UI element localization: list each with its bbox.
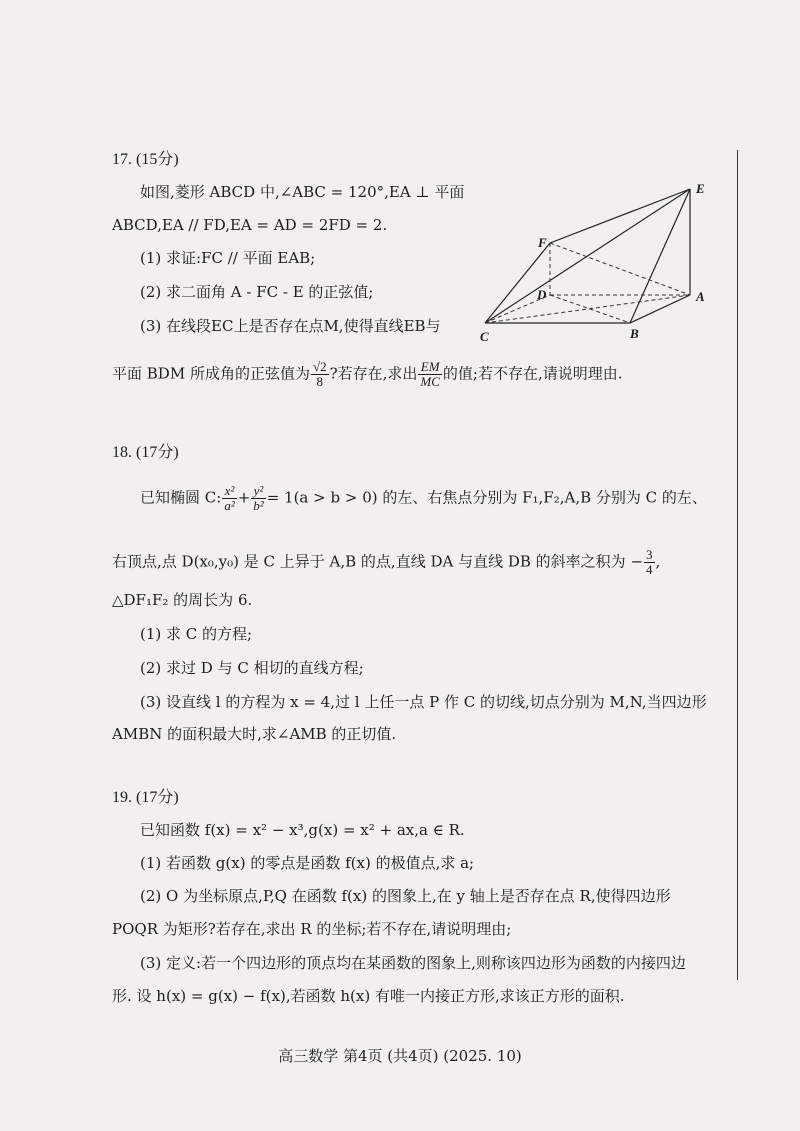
page-footer: 高三数学 第4页 (共4页) (2025. 10): [278, 1047, 522, 1065]
q17-part1: (1) 求证:FC // 平面 EAB;: [140, 249, 316, 267]
q17-stem-line1: 如图,菱形 ABCD 中,∠ABC = 120°,EA ⊥ 平面: [140, 183, 465, 201]
geometry-figure: [470, 175, 720, 350]
q19-header: 19. (17分): [112, 789, 179, 806]
q18-part3-continued: AMBN 的面积最大时,求∠AMB 的正切值.: [112, 725, 397, 743]
label-b: B: [630, 326, 639, 341]
q19-part1: (1) 若函数 g(x) 的零点是函数 f(x) 的极值点,求 a;: [140, 854, 475, 872]
label-c: C: [480, 329, 489, 344]
q19-part3-continued: 形. 设 h(x) = g(x) − f(x),若函数 h(x) 有唯一内接正方形,求该正方形的面积.: [112, 987, 625, 1005]
label-e: E: [696, 181, 705, 196]
q18-header: 18. (17分): [112, 444, 179, 461]
margin-rule: [737, 150, 738, 980]
q17-part3: (3) 在线段EC上是否存在点M,使得直线EB与: [140, 317, 441, 335]
q18-part1: (1) 求 C 的方程;: [140, 625, 253, 643]
sqrt2-over-8-fraction: $\frac{√2}{8}$: [312, 359, 327, 389]
x2-over-a2-fraction: $\frac{\text{x²}}{\text{a²}}$: [224, 483, 235, 513]
three-quarters-fraction: $\frac{3}{4}$: [646, 547, 653, 577]
edge-cf: [485, 243, 550, 323]
q19-part3: (3) 定义:若一个四边形的顶点均在某函数的图象上,则称该四边形为函数的内接四边: [140, 954, 686, 972]
q18-stem-line1: 已知椭圆 C: $\frac{\text{x²}}{\text{a²}}$ + $\frac{\text{y²}}{\text{b²}}$ = 1(a > b > 0) 的左、右焦点分别为 F₁,F₂,A,B 分别为 C 的左、: [140, 483, 707, 513]
q17-part3-continued: 平面 BDM 所成角的正弦值为 $\frac{√2}{8}$ ?若存在,求出 $\frac{EM}{MC}$ 的值;若不存在,请说明理由.: [112, 359, 623, 389]
edge-ce: [485, 189, 690, 323]
q17-stem-line2: ABCD,EA // FD,EA = AD = 2FD = 2.: [112, 216, 388, 234]
q17-header: 17. (15分): [112, 151, 179, 168]
q18-stem-line3: △DF₁F₂ 的周长为 6.: [112, 591, 253, 609]
y2-over-b2-fraction: $\frac{\text{y²}}{\text{b²}}$: [253, 483, 264, 513]
q18-part3: (3) 设直线 l 的方程为 x = 4,过 l 上任一点 P 作 C 的切线,切点分别为 M,N,当四边形: [140, 693, 707, 711]
q19-part2-continued: POQR 为矩形?若存在,求出 R 的坐标;若不存在,请说明理由;: [112, 920, 512, 938]
label-f: F: [538, 235, 547, 250]
edge-fa: [550, 243, 690, 295]
q18-stem-line2: 右顶点,点 D(x₀,y₀) 是 C 上异于 A,B 的点,直线 DA 与直线 DB 的斜率之积为 − $\frac{3}{4}$ ,: [112, 547, 661, 577]
label-a: A: [696, 289, 705, 304]
label-d: D: [537, 287, 547, 302]
em-over-mc-fraction: $\frac{EM}{MC}$: [420, 359, 440, 389]
q17-part2: (2) 求二面角 A - FC - E 的正弦值;: [140, 283, 374, 301]
q19-stem: 已知函数 f(x) = x² − x³,g(x) = x² + ax,a ∈ R.: [140, 821, 465, 839]
q19-part2: (2) O 为坐标原点,P,Q 在函数 f(x) 的图象上,在 y 轴上是否存在点 R,使得四边形: [140, 887, 671, 905]
q18-part2: (2) 求过 D 与 C 相切的直线方程;: [140, 659, 364, 677]
